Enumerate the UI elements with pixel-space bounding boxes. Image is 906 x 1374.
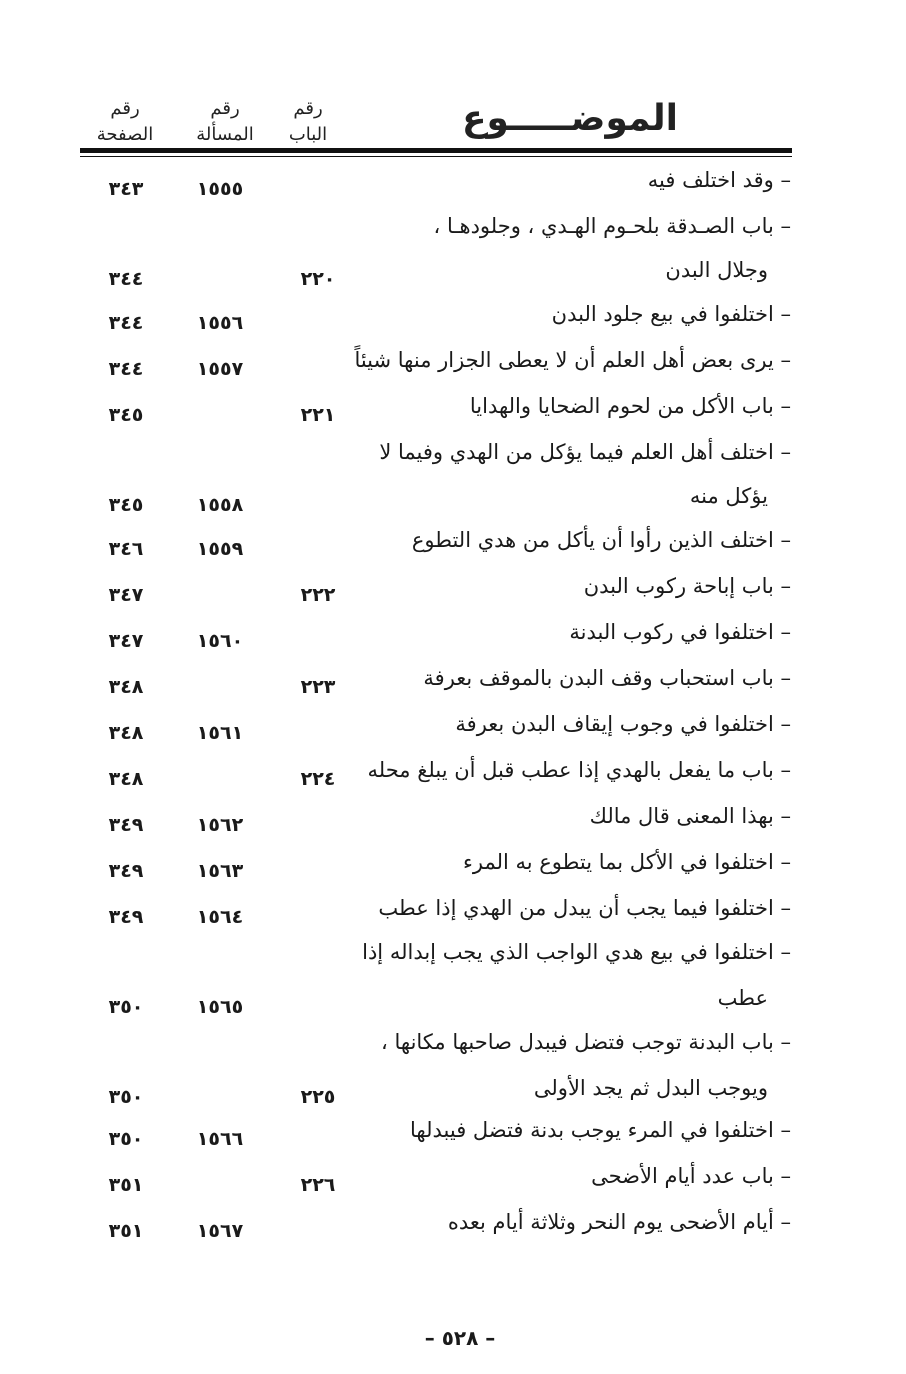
page-number: ٣٥١ <box>108 1220 144 1242</box>
chapter-number: ٢٢٥ <box>300 1086 336 1108</box>
issue-number: ١٥٥٧ <box>196 358 244 380</box>
issue-number-column-header <box>175 96 275 148</box>
topic-header-label: الموضـــــوع <box>461 98 679 139</box>
chapter-header-line-1: رقم <box>293 98 323 119</box>
chapter-number-column-header <box>268 96 348 148</box>
index-entry-text: – اختلفوا في المرء يوجب بدنة فتضل فيبدلها <box>410 1118 791 1142</box>
index-entry-text: – باب البدنة توجب فتضل فيبدل صاحبها مكانها ، <box>381 1030 791 1054</box>
page-number: ٣٤٤ <box>108 358 144 380</box>
issue-number: ١٥٦٠ <box>196 630 244 652</box>
index-entry-text: – اختلفوا في بيع جلود البدن <box>551 302 791 326</box>
page-number: ٣٤٥ <box>108 494 144 516</box>
page-number: ٣٤٧ <box>108 630 144 652</box>
issue-number: ١٥٥٩ <box>196 538 244 560</box>
index-entry-text: – باب عدد أيام الأضحى <box>591 1164 791 1188</box>
page-number: ٣٤٩ <box>108 906 144 928</box>
index-entry-text: – اختلفوا في الأكل بما يتطوع به المرء <box>462 850 791 874</box>
page-number: ٣٤٨ <box>108 768 144 790</box>
page-number: ٣٤٥ <box>108 404 144 426</box>
page-number-footer: – ٥٢٨ – <box>424 1326 496 1350</box>
page-number: ٣٤٨ <box>108 676 144 698</box>
index-entry-text: – بهذا المعنى قال مالك <box>589 804 791 828</box>
page-number: ٣٤٧ <box>108 584 144 606</box>
issue-number: ١٥٦١ <box>196 722 244 744</box>
issue-number: ١٥٥٨ <box>196 494 244 516</box>
page-header-line-1: رقم <box>110 98 140 119</box>
index-entry-text: – باب الصـدقة بلحـوم الهـدي ، وجلودهـا ، <box>433 214 791 238</box>
index-entry-text: – اختلف الذين رأوا أن يأكل من هدي التطوع <box>411 528 791 552</box>
index-entry-text: – باب الأكل من لحوم الضحايا والهدايا <box>469 394 791 418</box>
page-header-line-2: الصفحة <box>96 124 154 145</box>
page-number: ٣٤٦ <box>108 538 144 560</box>
index-entry-text: – اختلف أهل العلم فيما يؤكل من الهدي وفيما لا <box>379 440 791 464</box>
index-entry-text: – أيام الأضحى يوم النحر وثلاثة أيام بعده <box>447 1210 791 1234</box>
index-entry-text: عطب <box>717 986 768 1010</box>
index-entry-text: وجلال البدن <box>665 258 768 282</box>
page-number: ٣٤٣ <box>108 178 144 200</box>
chapter-number: ٢٢٣ <box>300 676 336 698</box>
issue-header-line-2: المسألة <box>196 124 254 145</box>
header-rule-thin <box>80 156 792 157</box>
issue-number: ١٥٦٣ <box>196 860 244 882</box>
chapter-header-line-2: الباب <box>288 124 328 145</box>
page-number: ٣٤٩ <box>108 814 144 836</box>
page-number: ٣٤٤ <box>108 312 144 334</box>
index-entry-text: – يرى بعض أهل العلم أن لا يعطى الجزار منها شيئاً <box>354 348 791 372</box>
index-entry-text: – اختلفوا فيما يجب أن يبدل من الهدي إذا عطب <box>378 896 791 920</box>
index-entry-text: – وقد اختلف فيه <box>647 168 791 192</box>
index-entry-text: – باب إباحة ركوب البدن <box>583 574 791 598</box>
index-entry-text: – اختلفوا في وجوب إيقاف البدن بعرفة <box>455 712 791 736</box>
index-entry-text: – اختلفوا في ركوب البدنة <box>569 620 791 644</box>
page-number: ٣٤٤ <box>108 268 144 290</box>
issue-number: ١٥٦٧ <box>196 1220 244 1242</box>
chapter-number: ٢٢٠ <box>300 268 336 290</box>
issue-number: ١٥٦٢ <box>196 814 244 836</box>
index-entry-text: – باب استحباب وقف البدن بالموقف بعرفة <box>423 666 791 690</box>
topic-column-header <box>420 98 720 139</box>
page-number: ٣٤٩ <box>108 860 144 882</box>
chapter-number: ٢٢١ <box>300 404 336 426</box>
chapter-number: ٢٢٤ <box>300 768 336 790</box>
chapter-number: ٢٢٢ <box>300 584 336 606</box>
issue-number: ١٥٦٥ <box>196 996 244 1018</box>
chapter-number: ٢٢٦ <box>300 1174 336 1196</box>
issue-number: ١٥٥٦ <box>196 312 244 334</box>
issue-number: ١٥٥٥ <box>196 178 244 200</box>
header-rule-thick <box>80 148 792 153</box>
index-entry-text: يؤكل منه <box>689 484 768 508</box>
index-entry-text: – باب ما يفعل بالهدي إذا عطب قبل أن يبلغ محله <box>367 758 791 782</box>
issue-header-line-1: رقم <box>210 98 240 119</box>
issue-number: ١٥٦٤ <box>196 906 244 928</box>
page-number: ٣٤٨ <box>108 722 144 744</box>
page-number-column-header <box>80 96 170 148</box>
index-entry-text: – اختلفوا في بيع هدي الواجب الذي يجب إبداله إذا <box>362 940 791 964</box>
issue-number: ١٥٦٦ <box>196 1128 244 1150</box>
page-number: ٣٥١ <box>108 1174 144 1196</box>
page-number: ٣٥٠ <box>108 996 144 1018</box>
index-entry-text: ويوجب البدل ثم يجد الأولى <box>533 1076 768 1100</box>
page-number: ٣٥٠ <box>108 1086 144 1108</box>
page-number: ٣٥٠ <box>108 1128 144 1150</box>
